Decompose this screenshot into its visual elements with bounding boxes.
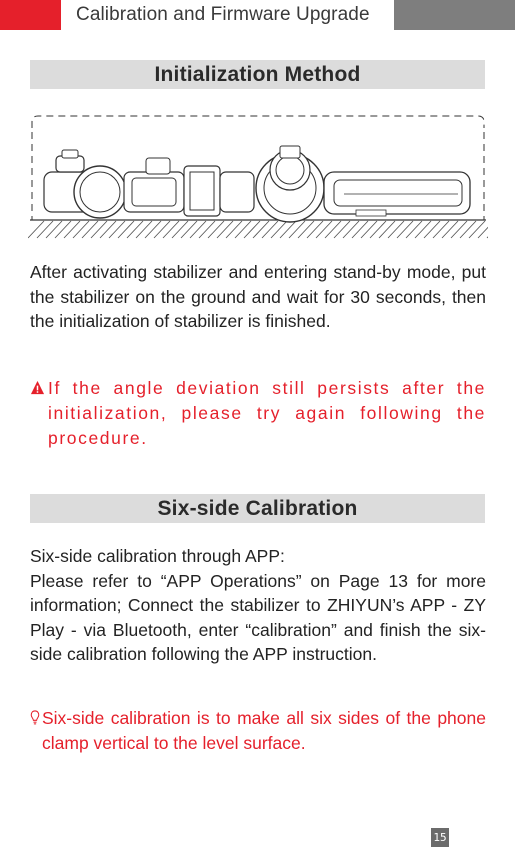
- ground-hatch-line: [208, 221, 224, 238]
- ground-hatch-line: [154, 221, 170, 238]
- ground-hatch-line: [298, 221, 314, 238]
- ground-hatch-line: [37, 221, 53, 238]
- page-number: 15: [431, 828, 449, 847]
- ground-hatch-line: [289, 221, 305, 238]
- header-accent-block: [0, 0, 61, 30]
- ground-hatch-line: [118, 221, 134, 238]
- ground-hatch-line: [451, 221, 467, 238]
- ground-hatch-line: [370, 221, 386, 238]
- page-header: [0, 0, 515, 30]
- ground-hatch-line: [181, 221, 197, 238]
- ground-hatch-line: [127, 221, 143, 238]
- ground-hatch-line: [145, 221, 161, 238]
- ground-hatch-line: [109, 221, 125, 238]
- ground-hatch-line: [397, 221, 413, 238]
- ground-hatch-line: [235, 221, 251, 238]
- ground-hatch-line: [136, 221, 152, 238]
- ground-hatch-line: [433, 221, 449, 238]
- warning-triangle-icon: [30, 380, 45, 395]
- ground-hatch-line: [442, 221, 458, 238]
- ground-hatch-line: [343, 221, 359, 238]
- ground-hatch-line: [307, 221, 323, 238]
- warning-text: If the angle deviation still persists after the initialization, please try again following the procedure.: [48, 378, 486, 448]
- stabilizer-on-ground-illustration: [28, 110, 488, 240]
- ground-hatch-line: [271, 221, 287, 238]
- section-title-initialization: Initialization Method: [30, 60, 485, 89]
- ground-hatch-line: [334, 221, 350, 238]
- ground-hatch-line: [253, 221, 269, 238]
- ground-hatch-line: [91, 221, 107, 238]
- ground-hatch-line: [217, 221, 233, 238]
- ground-hatch-line: [28, 221, 44, 238]
- ground-hatch-line: [352, 221, 368, 238]
- ground-hatch-line: [163, 221, 179, 238]
- ground-hatch-line: [487, 221, 488, 238]
- header-title: Calibration and Firmware Upgrade: [76, 4, 370, 25]
- ground-hatch-line: [379, 221, 395, 238]
- initialization-instructions: After activating stabilizer and entering stand-by mode, put the stabilizer on the ground and wait for 30 seconds, then the initialization of stabilizer is finished.: [30, 262, 486, 331]
- tip-text: Six-side calibration is to make all six sides of the phone clamp vertical to the level surface.: [42, 708, 486, 753]
- ground-hatch-line: [226, 221, 242, 238]
- ground-hatch-line: [199, 221, 215, 238]
- ground-hatch-line: [172, 221, 188, 238]
- ground-hatch-line: [388, 221, 404, 238]
- ground-hatch-line: [262, 221, 278, 238]
- ground-hatch-line: [325, 221, 341, 238]
- ground-hatch-line: [316, 221, 332, 238]
- ground-hatch-line: [424, 221, 440, 238]
- ground-hatch-line: [73, 221, 89, 238]
- ground-hatch-line: [415, 221, 431, 238]
- ground-hatch-line: [64, 221, 80, 238]
- ground-hatch-line: [469, 221, 485, 238]
- ground-hatch-line: [361, 221, 377, 238]
- six-side-tip: [30, 706, 486, 756]
- section-title-six-side: Six-side Calibration: [30, 494, 485, 523]
- six-side-instructions: [30, 544, 486, 667]
- ground-hatch-line: [406, 221, 422, 238]
- ground-hatch-line: [190, 221, 206, 238]
- ground-hatch-line: [244, 221, 260, 238]
- lightbulb-icon: [30, 710, 40, 725]
- ground-hatch-line: [460, 221, 476, 238]
- ground-hatch-line: [280, 221, 296, 238]
- six-side-intro-line: Six-side calibration through APP:: [30, 546, 285, 566]
- initialization-warning: [30, 376, 486, 451]
- ground-hatch-line: [82, 221, 98, 238]
- six-side-steps: Please refer to “APP Operations” on Page 13 for more information; Connect the stabilizer to ZHIYUN’s APP - ZY Play - via Bluetooth, enter “calibration” and finish the six-side calibration following the APP instruction.: [30, 570, 486, 664]
- ground-hatch-line: [100, 221, 116, 238]
- header-tab-block: [394, 0, 515, 30]
- ground-hatch-line: [46, 221, 62, 238]
- ground-hatch-line: [55, 221, 71, 238]
